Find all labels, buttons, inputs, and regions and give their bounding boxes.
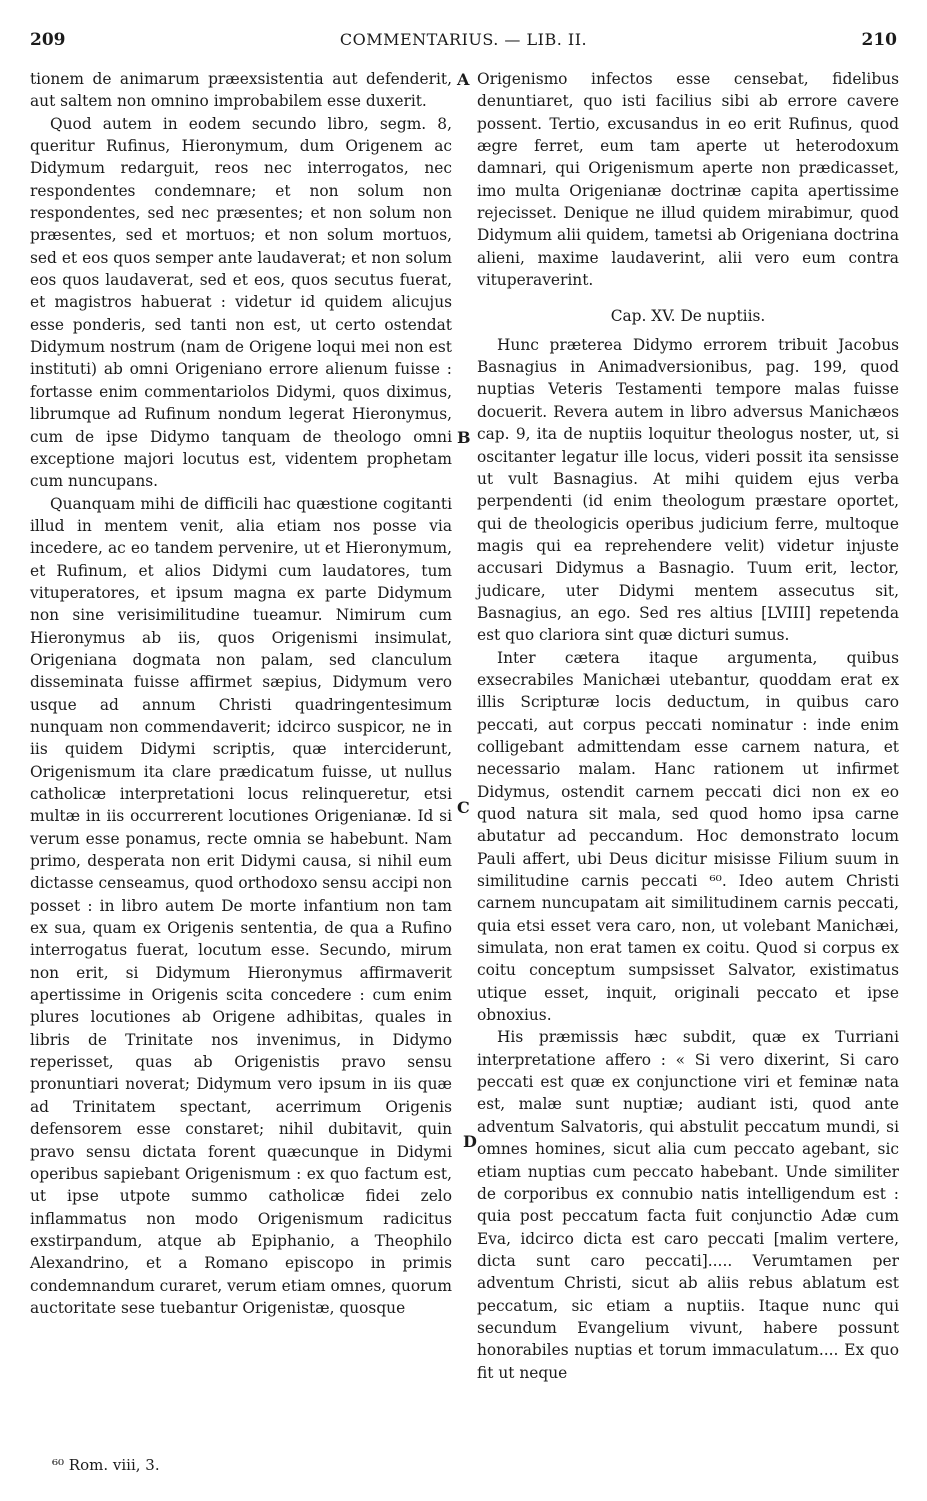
page-number-right: 210 — [861, 30, 897, 50]
margin-marker-d: D — [463, 1132, 477, 1151]
margin-marker-a: A — [457, 70, 470, 89]
margin-marker-c: C — [457, 798, 470, 817]
left-column — [30, 68, 452, 1319]
running-title: COMMENTARIUS. — LIB. II. — [339, 30, 588, 49]
paragraph: Hunc præterea Didymo errorem tribuit Jacobus Basnagius in Animadversionibus, pag. 199, quod nuptias Veteris Testamenti tempore malas fuisse docuerit. Revera autem in libro adversus Manichæos cap. 9, ita de nuptiis loquitur theologus noster, ut, si oscitanter legatur ille locus, videri possit ita sensisse ut vult Basnagius. At mihi quidem ejus verba perpendenti (id enim theologum præstare oportet, qui de theologicis operibus judicium ferre, multoque magis qui ea reprehendere velit) videtur injuste accusari Didymus a Basnagio. Tuum erit, lector, judicare, uter Didymi mentem assecutus sit, Basnagius, an ego. Sed res altius [LVIII] repetenda est quo clariora sint quæ dicturi sumus. — [477, 335, 899, 645]
paragraph: His præmissis hæc subdit, quæ ex Turriani interpretatione affero : « Si vero dixerint, Si caro peccati est quæ ex conjunctione viri et feminæ nata est, malæ sunt nuptiæ; audiant isti, quod ante adventum Salvatoris, qui abstulit peccatum mundi, si omnes homines, sicut alia cum peccato agebant, sic etiam nuptias cum peccato habebant. Unde similiter de corporibus ex connubio natis intelligendum est : quia post peccatum facta fuit conjunctio Adæ cum Eva, idcirco dicta est caro peccati [malim vertere, dicta sunt caro peccati]..... Verumtamen per adventum Christi, sicut ab aliis rebus ablatum est peccatum, sic etiam a nuptiis. Itaque nunc qui secundum Evangelium vivunt, habere possunt honorabiles nuptias et torum immaculatum.... Ex quo fit ut neque — [477, 1028, 899, 1382]
page-number-left: 209 — [30, 30, 66, 50]
chapter-heading: Cap. XV. De nuptiis. — [610, 307, 766, 326]
paragraph: tionem de animarum præexsistentia aut defenderit, aut saltem non omnino improbabilem esse duxerit. — [30, 70, 452, 111]
margin-marker-b: B — [457, 428, 471, 447]
paragraph: Quanquam mihi de difficili hac quæstione cogitanti illud in mentem venit, alia etiam nos posse via incedere, ac eo tandem pervenire, ut et Hieronymum, et Rufinum, et alios Didymi cum laudatores, tum vituperatores, et ipsum magna ex parte Didymum non sine verisimilitudine tueamur. Nimirum cum Hieronymus ab iis, quos Origenismi insimulat, Origeniana dogmata non palam, sed clanculum disseminata fuisse affirmet sæpius, Didymum vero usque ad annum Christi quadringentesimum nunquam non commendaverit; idcirco suspicor, ne in iis quidem Didymi scriptis, quæ interciderunt, Origenismum ita clare prædicatum fuisse, ut nullus catholicæ interpretationi locus relinqueretur, etsi multæ in iis occurrerent locutiones Origenianæ. Id si verum esse ponamus, recte omnia se habebunt. Nam primo, desperata non erit Didymi causa, si nihil eum dictasse censeamus, quod orthodoxo sensu accipi non posset : in libro autem De morte infantium non tam ex sua, quam ex Origenis sententia, de qua a Rufino interrogatus fuerat, locutum esse. Secundo, mirum non erit, si Didymum Hieronymus affirmaverit apertissime in Origenis scita concedere : cum enim plures locutiones ab Origene adhibitas, quales in libris de Trinitate nos invenimus, in Didymo reperisset, quas ab Origenistis pravo sensu pronuntiari noverat; Didymum vero ipsum in iis quæ ad Trinitatem spectant, acerrimum Origenis defensorem esse constaret; nihil dubitavit, quin pravo sensu dictata forent quæcunque in Didymi operibus sapiebant Origenismum : ex quo factum est, ut ipse utpote summo catholicæ fidei zelo inflammatus non modo Origenismum radicitus exstirpandum, atque ab Epiphanio, a Theophilo Alexandrino, et a Romano episcopo in primis condemnandum curaret, verum etiam omnes, quorum auctoritate sese tuebantur Origenistæ, quosque — [30, 494, 452, 1317]
page-header — [30, 30, 897, 58]
footnote: ⁶⁰ Rom. viii, 3. — [52, 1456, 160, 1474]
right-column — [477, 68, 899, 1384]
paragraph: Quod autem in eodem secundo libro, segm. 8, queritur Rufinus, Hieronymum, dum Origenem ac Didymum redarguit, reos nec interrogatos, nec respondentes condemnare; et non solum non respondentes, sed nec præsentes; et non solum non præsentes, sed et mortuos; et non solum mortuos, sed et eos quos semper ante laudaverat; et non solum eos quos laudaverat, sed et eos, quos secutus fuerat, et magistros habuerat : videtur id quidem alicujus esse ponderis, sed tanti non est, ut certo ostendat Didymum nostrum (nam de Origene loqui mei non est instituti) ab omni Origeniano errore alienum fuisse : fortasse enim commentariolos Didymi, quos diximus, librumque ad Rufinum nondum legerat Hieronymus, cum de ipse Didymo tanquam de theologo omni exceptione majori locutus est, videntem prophetam cum nuncupans. — [30, 114, 452, 491]
paragraph: Origenismo infectos esse censebat, fidelibus denuntiaret, quo isti facilius sibi ab errore cavere possent. Tertio, excusandus in eo erit Rufinus, quod ægre ferret, eum tam aperte ut heterodoxum damnari, qui Origenismum aperte non prædicasset, imo multa Origenianæ doctrinæ capita apertissime rejecisset. Denique ne illud quidem mirabimur, quod Didymum alii quidem, tametsi ab Origeniana doctrina alieni, maxime laudaverint, alii vero eum contra vituperaverint. — [477, 70, 899, 290]
paragraph: Inter cætera itaque argumenta, quibus exsecrabiles Manichæi utebantur, quoddam erat ex illis Scripturæ locis deductum, in quibus caro peccati, aut corpus peccati nominatur : inde enim colligebant admittendam esse carnem natura, et necessario malam. Hanc rationem ut infirmet Didymus, ostendit carnem peccati dici non ex eo quod natura sit mala, sed quod homo ipsa carne abutatur ad peccandum. Hoc demonstrato locum Pauli affert, ubi Deus dicitur misisse Filium suum in similitudine carnis peccati ⁶⁰. Ideo autem Christi carnem nuncupatam ait similitudinem carnis peccati, quia etsi esset vera caro, non, ut volebant Manichæi, simulata, non erat tamen ex coitu. Quod si corpus ex coitu conceptum sumpsisset Salvator, existimatus utique esset, inquit, originali peccato et ipse obnoxius. — [477, 648, 899, 1025]
